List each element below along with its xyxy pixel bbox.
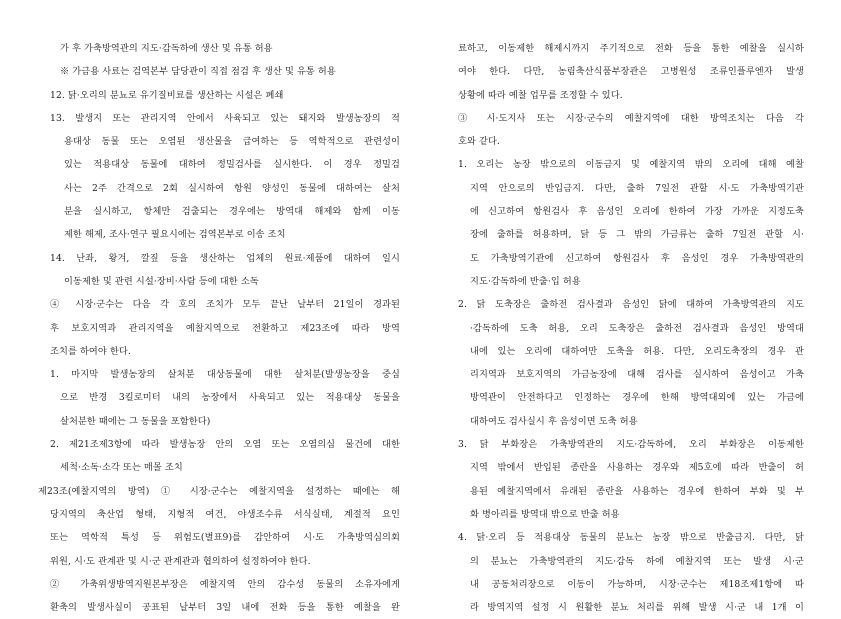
text-line: 상황에 따라 예찰 업무를 조정할 수 있다.: [458, 89, 623, 101]
text-line: ※ 가금용 사료는 검역본부 담당관이 직접 점검 후 생산 및 유통 허용: [60, 66, 336, 78]
text-line: ③ 시·도지사 또는 시장·군수의 예찰지역에 대한 방역조치는 다음 각: [458, 112, 804, 124]
text-line: 방역관이 안전하다고 인정하는 경우에 한해 방역대외에 있는 가금에: [470, 392, 804, 404]
text-line: 내에 있는 오리에 대하여만 도축을 허용. 다만, 오리도축장의 경우 관: [470, 345, 804, 357]
text-line: 지도·감독하에 반출·입 허용: [470, 275, 581, 287]
text-line: 지역 안으로의 반입금지. 다만, 출하 7일전 관할 시·도 가축방역기관: [470, 182, 804, 194]
text-line: 3. 닭 부화장은 가축방역관의 지도·감독하에, 오리 부화장은 이동제한: [458, 439, 804, 451]
text-line: ·감독하에 도축 허용, 오리 도축장은 출하전 검사결과 음성인 방역대: [470, 322, 804, 334]
text-line: 대하여도 검사실시 후 음성이면 도축 허용: [470, 415, 638, 427]
text-line: ④ 시장·군수는 다음 각 호의 조치가 모두 끝난 날부터 21일이 경과된: [50, 299, 400, 311]
text-line: 살처분한 때에는 그 동물을 포함한다): [60, 415, 211, 427]
text-line: 제한 해제, 조사·연구 필요시에는 검역본부로 이송 조치: [64, 229, 286, 241]
text-line: 도 가축방역기관에 신고하여 항원검사 후 음성인 경우 가축방역관의: [470, 252, 804, 264]
text-line: 2. 닭 도축장은 출하전 검사결과 음성인 닭에 대하여 가축방역관의 지도: [458, 299, 804, 311]
text-line: 있는 적용대상 동물에 대하여 정밀검사를 실시한다. 이 경우 정밀검: [64, 159, 400, 171]
text-line: 으로 반경 3킬로미터 내의 농장에서 사육되고 있는 적용대상 동물을: [60, 392, 400, 404]
left-page-column: [38, 37, 400, 619]
text-line: 료하고, 이동제한 해제시까지 주기적으로 전화 등을 통한 예찰을 실시하: [458, 43, 804, 54]
text-line: 에 신고하여 항원검사 후 음성인 오리에 한하여 가장 가까운 지정도축: [470, 206, 804, 218]
text-line: 라 방역지역 설정 시 원활한 분뇨 처리를 위해 발생 시·군 내 1개 이: [470, 602, 804, 614]
text-line: 위원, 시·도 관계관 및 시·군 관계관과 협의하여 설정하여야 한다.: [50, 555, 311, 567]
text-line: 이동제한 및 관련 시설·장비·사람 등에 대한 소독: [64, 275, 259, 287]
text-line: 당지역의 축산업 형태, 지형적 여건, 야생조수류 서식실태, 계절적 요인: [50, 508, 400, 520]
text-line: 후 보호지역과 관리지역을 예찰지역으로 전환하고 제23조에 따라 방역: [50, 322, 400, 334]
text-line: 장에 출하를 허용하며, 닭 등 그 밖의 가금류는 출하 7일전 관할 시·: [470, 229, 804, 241]
text-line: 여야 한다. 다만, 농림축산식품부장관은 고병원성 조류인플루엔자 발생: [458, 66, 804, 78]
text-line: 제23조(예찰지역의 방역) ① 시장·군수는 예찰지역을 설정하는 때에는 해: [38, 485, 400, 497]
text-line: 의 분뇨는 가축방역관의 지도·감독 하에 예찰지역 또는 발생 시·군: [470, 555, 804, 567]
text-line: 4. 닭·오리 등 적용대상 동물의 분뇨는 농장 밖으로 반출금지. 다만, 닭: [458, 532, 804, 544]
text-line: 리지역과 보호지역의 가금농장에 대해 검사를 실시하여 음성이고 가축: [470, 369, 804, 381]
text-line: 또는 역학적 특성 등 위험도(별표9)를 감안하여 시·도 가축방역심의회: [50, 532, 400, 544]
text-line: 용대상 동물 또는 오염된 생산물을 급여하는 등 역학적으로 관련성이: [64, 136, 400, 148]
text-line: 지역 밖에서 반입된 종란을 사용하는 경우와 제5호에 따라 반출이 허: [470, 462, 804, 474]
text-line: 용된 예찰지역에서 유래된 종란을 사용하는 경우에 한하여 부화 및 부: [470, 485, 804, 497]
text-line: 내 공동처리장으로 이동이 가능하며, 시장·군수는 제18조제1항에 따: [470, 578, 804, 590]
text-line: 조치를 하여야 한다.: [50, 345, 131, 357]
text-line: 가 후 가축방역관의 지도·감독하에 생산 및 유통 허용: [60, 43, 273, 54]
text-line: 호와 같다.: [458, 136, 500, 148]
text-line: 사는 2주 간격으로 2회 실시하여 항원 양성인 동물에 대하여는 살처: [64, 182, 400, 194]
text-line: 2. 제21조제3항에 따라 발생농장 안의 오염 또는 오염의심 물건에 대한: [50, 439, 400, 451]
text-line: 1. 오리는 농장 밖으로의 이동금지 및 예찰지역 밖의 오리에 대해 예찰: [458, 159, 804, 171]
right-page-column: [458, 37, 804, 619]
text-line: 세척·소독·소각 또는 매몰 조치: [60, 462, 183, 474]
text-line: 14. 난좌, 왕겨, 깔짚 등을 생산하는 업체의 원료·제품에 대하여 일시: [50, 252, 400, 264]
text-line: 12. 닭·오리의 분뇨로 유기질비료를 생산하는 시설은 폐쇄: [50, 89, 284, 101]
text-line: ② 가축위생방역지원본부장은 예찰지역 안의 감수성 동물의 소유자에게: [50, 578, 400, 590]
text-line: 13. 발생지 또는 관리지역 안에서 사육되고 있는 돼지와 발생농장의 적: [50, 112, 400, 124]
text-line: 환축의 발생사실이 공표된 날부터 3일 내에 전화 등을 통한 예찰을 완: [50, 602, 400, 614]
text-line: 화 병아리를 방역대 밖으로 반출 허용: [470, 508, 620, 520]
text-line: 1. 마지막 발생농장의 살처분 대상동물에 대한 살처분(발생농장을 중심: [50, 369, 400, 381]
text-line: 분을 실시하고, 항체만 검출되는 경우에는 방역대 해제와 함께 이동: [64, 206, 400, 218]
